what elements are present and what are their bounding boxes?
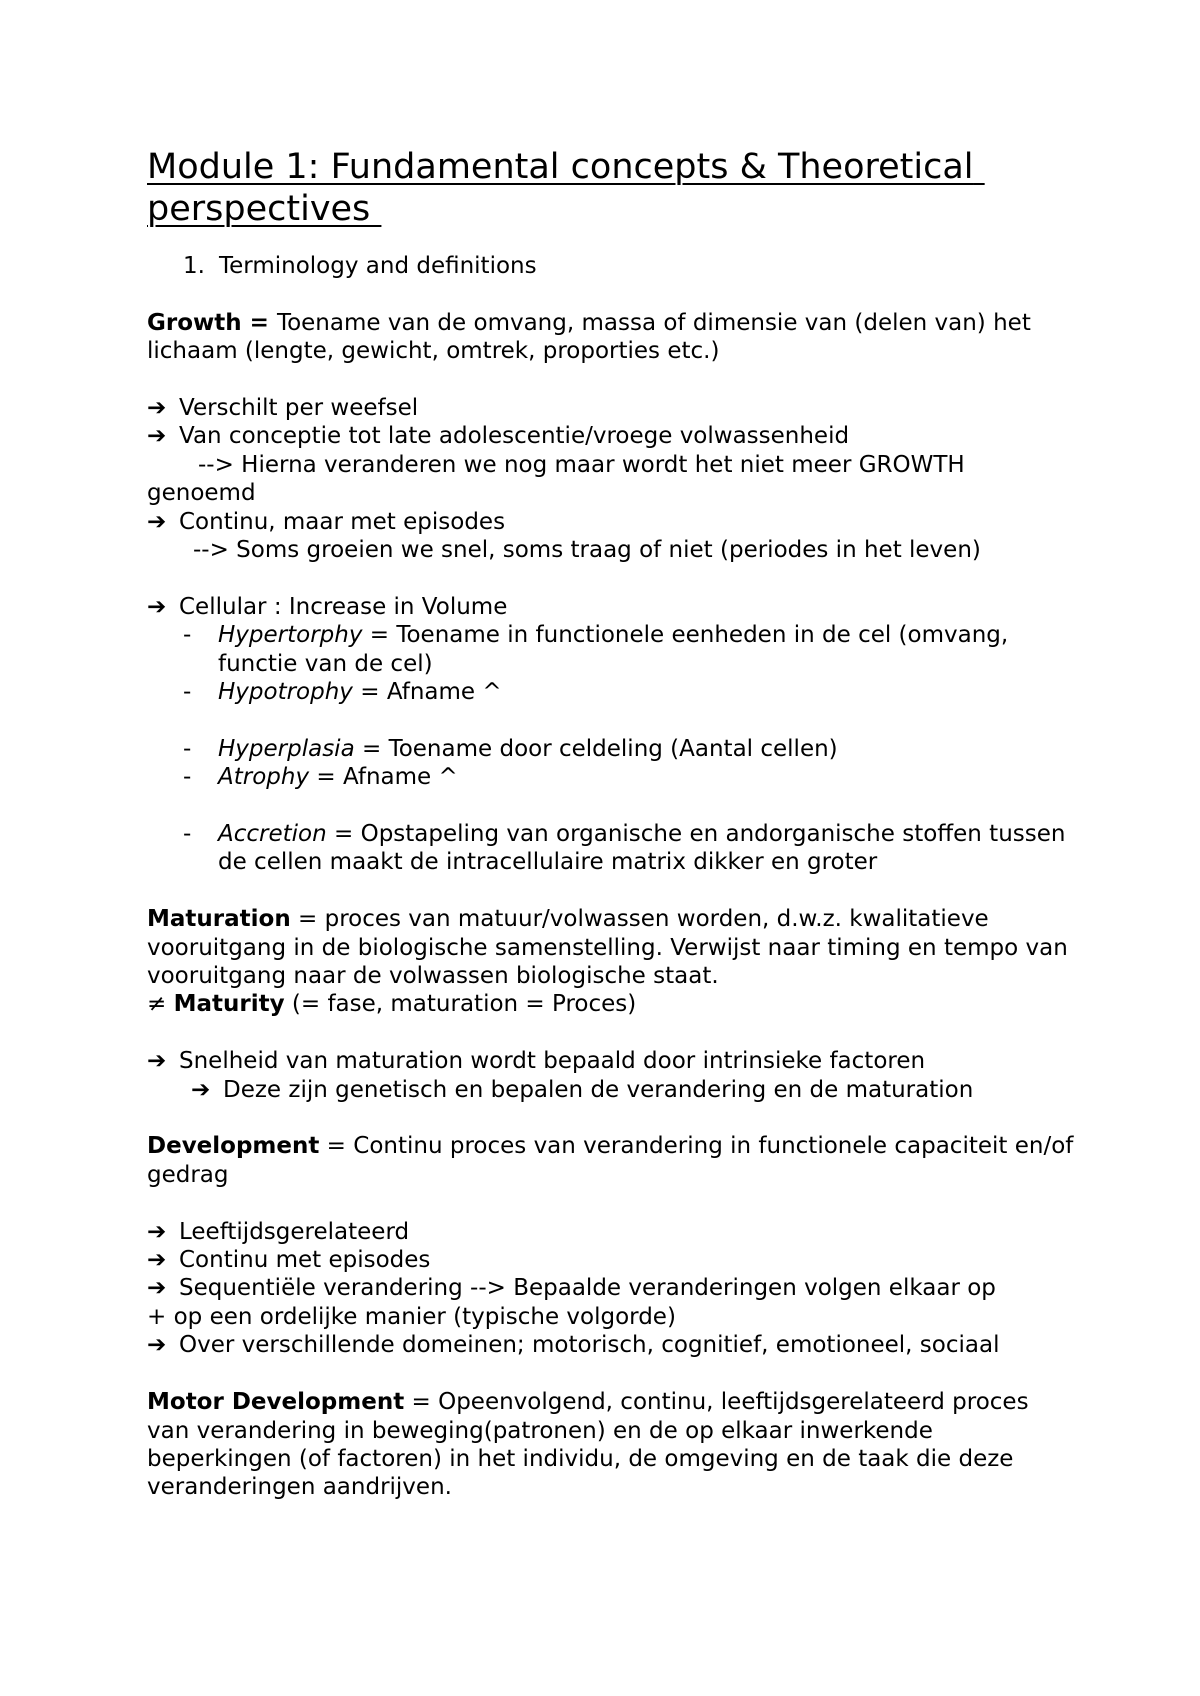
section-heading — [147, 252, 1077, 280]
motor-development-term: Motor Development — [147, 1389, 405, 1416]
arrow-icon: ➔ — [147, 1218, 167, 1245]
bullet-term: Accretion — [218, 821, 327, 848]
document-content — [147, 146, 1077, 1502]
dash-bullet: - — [183, 622, 192, 649]
bullet-term: Hypotrophy — [218, 679, 353, 706]
arrow-icon: ➔ — [147, 1247, 167, 1274]
growth-subpoint: --> Soms groeien we snel, soms traag of niet (periodes in het leven) — [193, 537, 981, 564]
development-point: ➔ Over verschillende domeinen; motorisch, cognitief, emotioneel, sociaal — [147, 1332, 1000, 1359]
list-item: - Atrophy = Afname ^ — [183, 764, 458, 791]
arrow-icon: ➔ — [147, 423, 167, 450]
not-equal-icon: ≠ — [147, 991, 174, 1018]
section-number: 1. — [183, 253, 205, 279]
bullet-term: Hypertorphy — [218, 622, 363, 649]
bullet-term: Atrophy — [218, 764, 310, 791]
growth-point: ➔ Van conceptie tot late adolescentie/vroege volwassenheid — [147, 423, 850, 450]
arrow-icon: ➔ — [147, 508, 167, 535]
arrow-icon: ➔ — [147, 395, 167, 421]
bullet-term: Hyperplasia — [218, 735, 355, 762]
growth-def-text: Toename van de omvang, massa of dimensie van (delen van) het lichaam (lengte, gewicht, omtrek, proporties etc.) — [147, 309, 1031, 365]
growth-subpoint: --> Hierna veranderen we nog maar wordt het niet meer GROWTH — [198, 451, 965, 478]
growth-term: Growth — [147, 309, 242, 336]
maturation-point: ➔ Snelheid van maturation wordt bepaald door intrinsieke factoren — [147, 1048, 926, 1075]
list-item: - Hyperplasia = Toename door celdeling (Aantal cellen) — [183, 735, 838, 762]
dash-bullet: - — [183, 821, 192, 848]
arrow-icon: ➔ — [147, 1275, 167, 1302]
arrow-icon: ➔ — [147, 1332, 167, 1359]
maturity-term: Maturity — [173, 991, 285, 1018]
section-label: Terminology and definitions — [219, 253, 537, 279]
list-item: - Accretion = Opstapeling van organische en andorganische stoffen tussen de cellen maakt de intracellulaire matrix dikker en groter — [183, 821, 1066, 876]
motor-development-definition: Motor Development = Opeenvolgend, continu, leeftijdsgerelateerd proces van verandering in beweging(patronen) en de op elkaar inwerkende beperkingen (of factoren) in het individu, de omgeving en de taak die deze veranderingen aandrijven. — [147, 1389, 1029, 1501]
development-term: Development — [147, 1133, 320, 1160]
development-point: ➔ Leeftijdsgerelateerd — [147, 1218, 410, 1245]
maturation-subpoint: ➔ Deze zijn genetisch en bepalen de verandering en de maturation — [191, 1076, 974, 1103]
development-point-plus: + op een ordelijke manier (typische volgorde) — [147, 1303, 676, 1330]
list-item: - Hypertorphy = Toename in functionele eenheden in de cel (omvang, functie van de cel) — [183, 622, 1009, 677]
growth-point: ➔ Continu, maar met episodes — [147, 508, 506, 535]
maturity-note: ≠ Maturity (= fase, maturation = Proces) — [147, 991, 637, 1018]
development-point: ➔ Continu met episodes — [147, 1247, 431, 1274]
dash-bullet: - — [183, 679, 192, 706]
growth-point: ➔ Verschilt per weefsel — [147, 395, 419, 421]
growth-definition: Growth = Toename van de omvang, massa of dimensie van (delen van) het lichaam (lengte, gewicht, omtrek, proporties etc.) — [147, 309, 1031, 365]
arrow-icon: ➔ — [147, 593, 167, 620]
list-item: - Hypotrophy = Afname ^ — [183, 679, 502, 706]
dash-bullet: - — [183, 764, 192, 791]
module-title: Module 1: Fundamental concepts & Theoretical perspectives — [147, 147, 985, 229]
plus-icon: + — [147, 1303, 167, 1330]
maturation-definition: Maturation = proces van matuur/volwassen worden, d.w.z. kwalitatieve vooruitgang in de biologische samenstelling. Verwijst naar timing en tempo van vooruitgang naar de volwassen biologische staat. — [147, 906, 1068, 990]
arrow-icon: ➔ — [191, 1076, 211, 1103]
dash-bullet: - — [183, 735, 192, 762]
arrow-icon: ➔ — [147, 1048, 167, 1075]
development-point: ➔ Sequentiële verandering --> Bepaalde veranderingen volgen elkaar op — [147, 1275, 996, 1302]
maturation-term: Maturation — [147, 906, 291, 933]
cellular-heading: ➔ Cellular : Increase in Volume — [147, 593, 508, 620]
development-definition: Development = Continu proces van verandering in functionele capaciteit en/of gedrag — [147, 1133, 1074, 1188]
growth-subpoint-continued: genoemd — [147, 480, 256, 507]
